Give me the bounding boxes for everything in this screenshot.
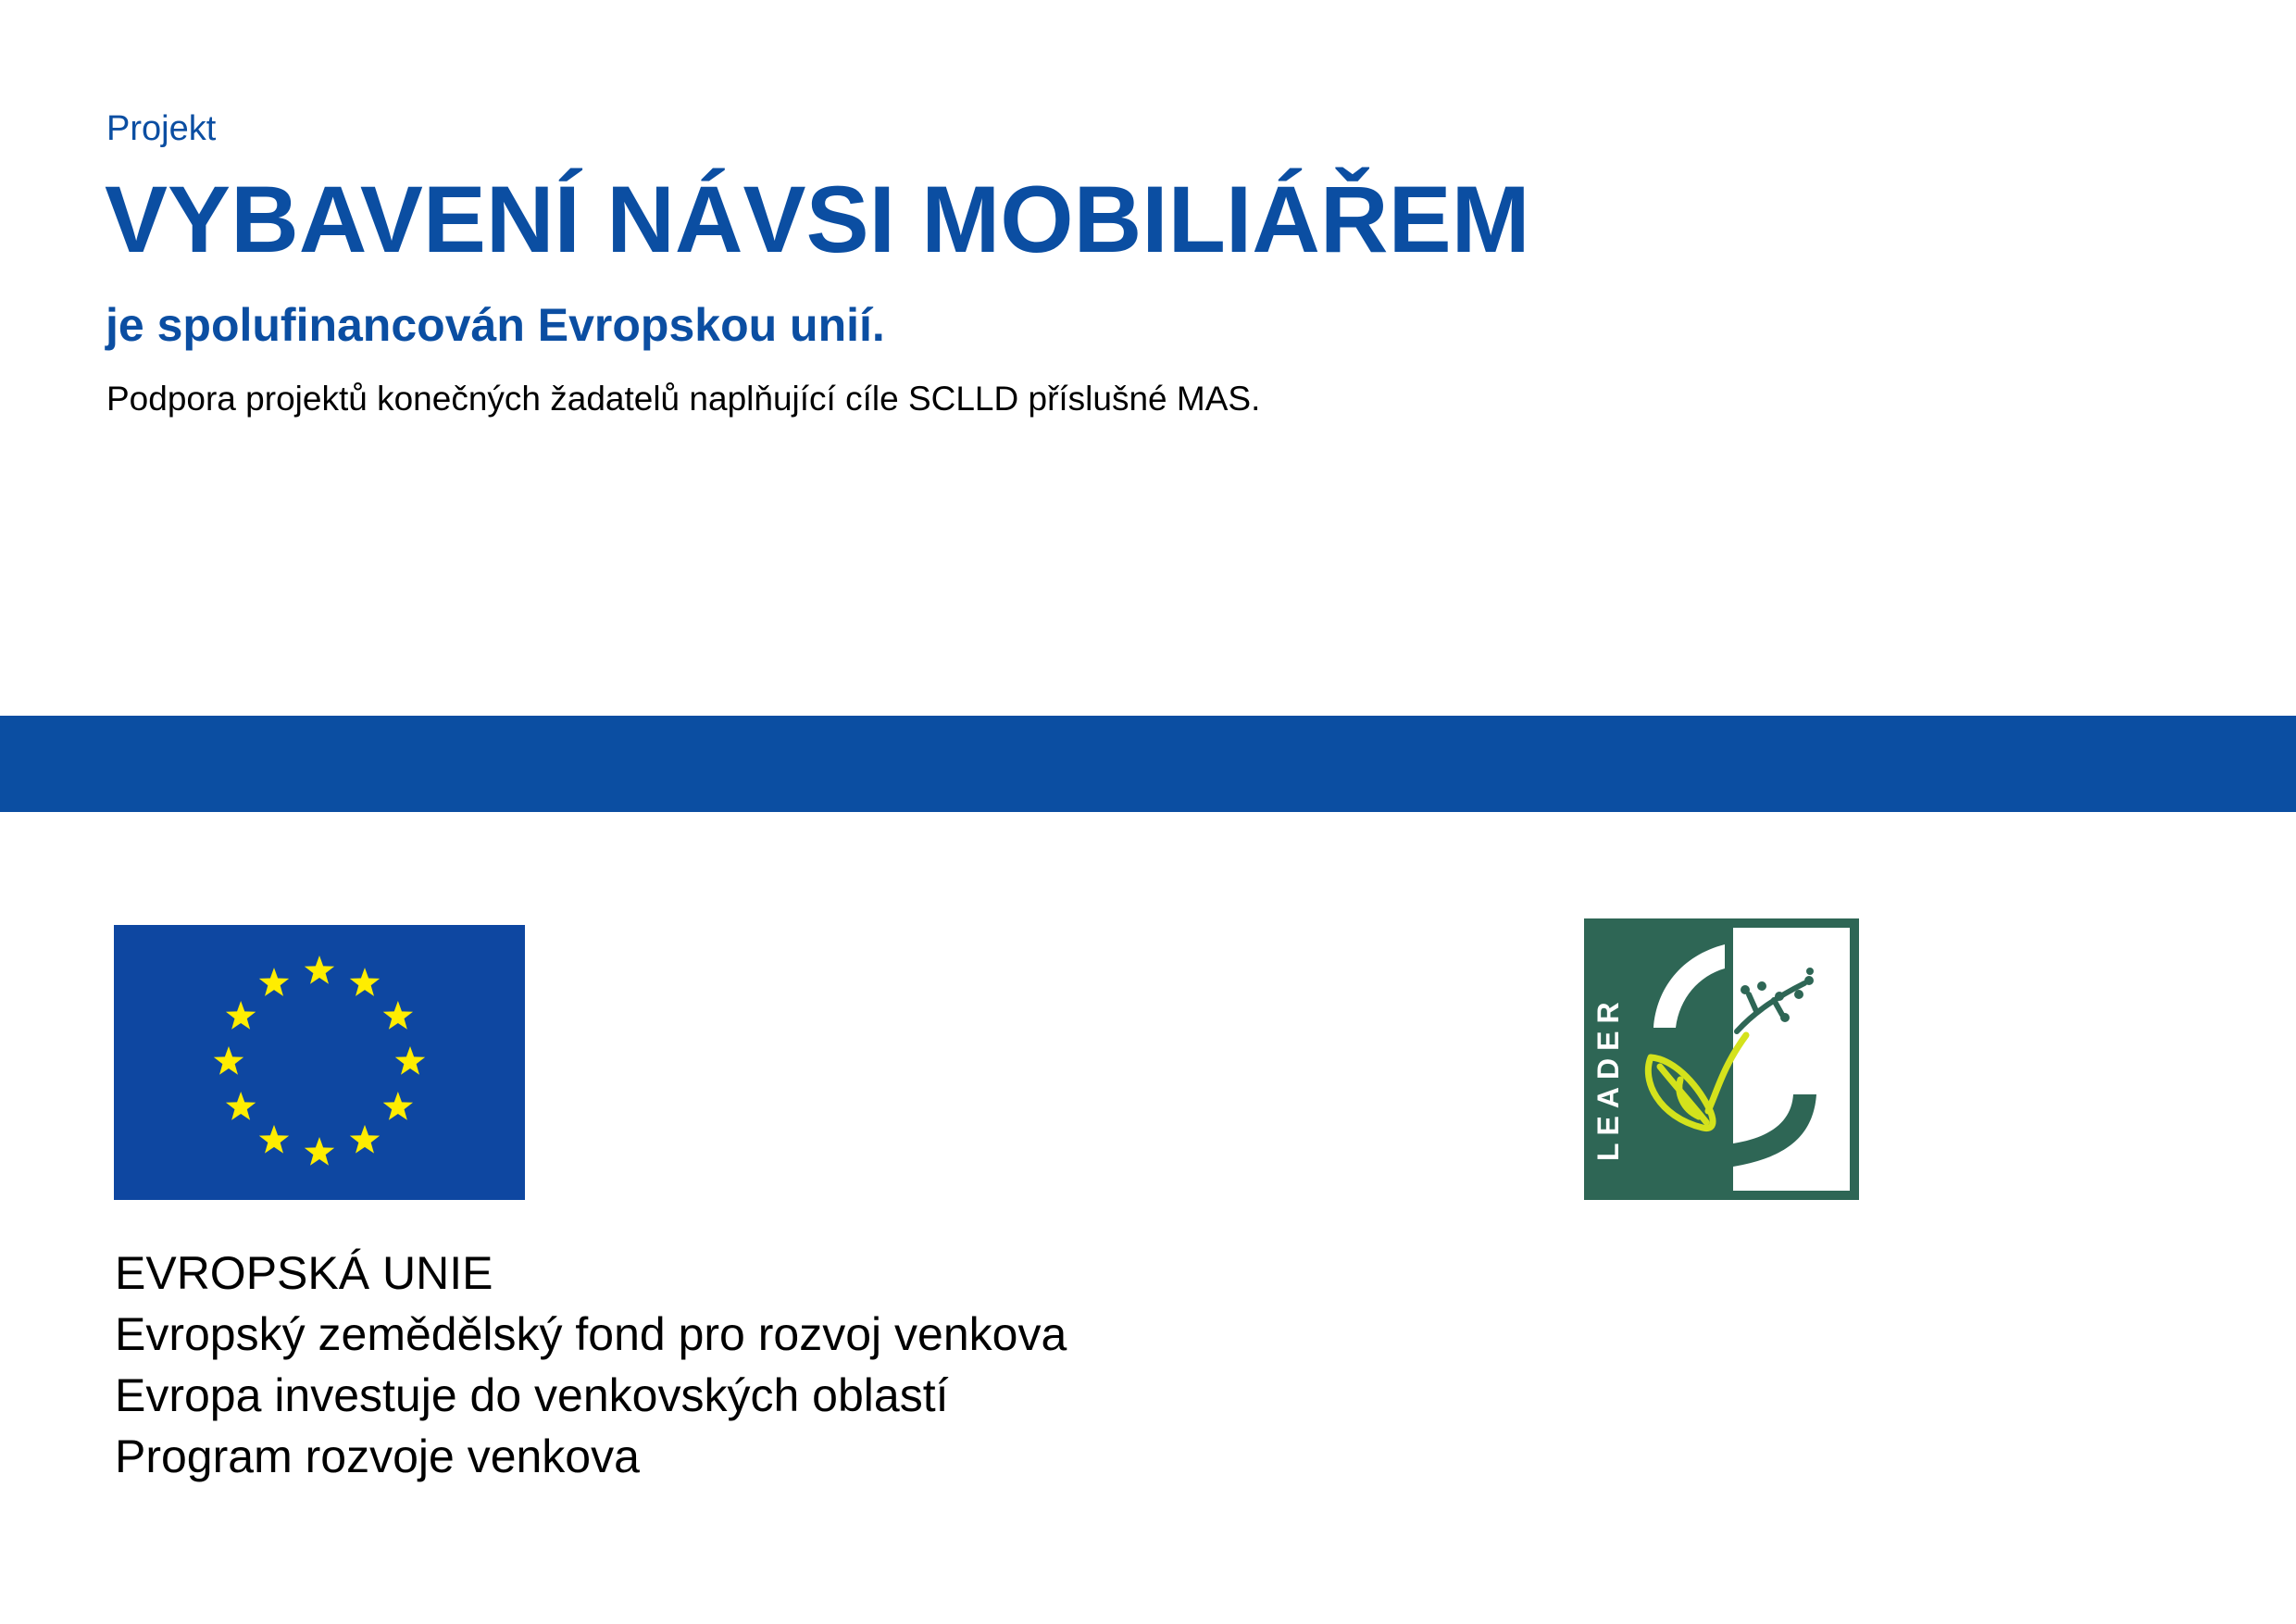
eu-flag-icon <box>114 925 525 1200</box>
eu-fund-name: Evropský zemědělský fond pro rozvoj venkova <box>115 1308 1067 1360</box>
leader-text: LEADER <box>1591 994 1625 1161</box>
eu-flag-graphic <box>114 925 525 1200</box>
leader-logo-graphic <box>1584 918 1859 1200</box>
project-label: Projekt <box>106 109 217 148</box>
cofinancing-statement: je spolufinancován Evropskou unií. <box>106 299 885 351</box>
eu-name: EVROPSKÁ UNIE <box>115 1247 493 1299</box>
blue-divider-band <box>0 716 2296 812</box>
leader-logo-icon <box>1584 918 1859 1200</box>
eu-fund-text <box>115 1243 1067 1487</box>
eu-slogan: Evropa investuje do venkovských oblastí <box>115 1369 949 1421</box>
project-title: VYBAVENÍ NÁVSI MOBILIÁŘEM <box>105 167 1530 272</box>
program-name: Program rozvoje venkova <box>115 1430 640 1482</box>
project-description: Podpora projektů konečných žadatelů naplňující cíle SCLLD příslušné MAS. <box>106 380 1261 418</box>
